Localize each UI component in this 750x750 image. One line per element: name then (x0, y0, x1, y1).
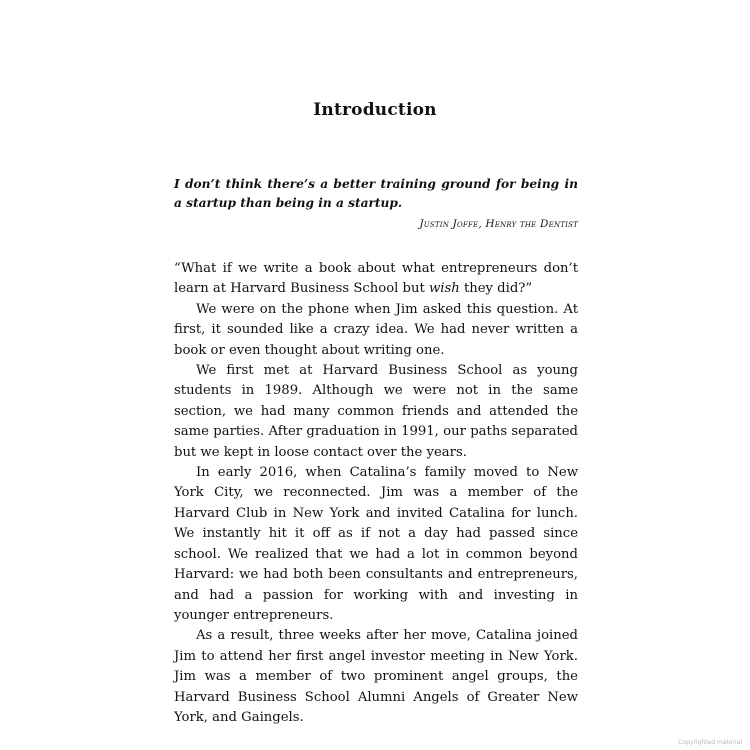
paragraph-3: We first met at Harvard Business School as young students in 1989. Although we were not in the same section, we had many common friends and attended the same parties. After graduation in 1991, our paths separated but we kept in loose contact over the years. (174, 363, 578, 460)
chapter-title: Introduction (313, 100, 437, 120)
paragraph-1-text-start: “What if we write a book about what entrepreneurs don’t learn at Harvard Business School but (174, 261, 578, 297)
epigraph-quote: I don’t think there’s a better training ground for being in a startup than being in a startup. (174, 177, 578, 210)
epigraph-attribution: Justin Joffe, Henry the Dentist (419, 218, 578, 230)
paragraph-5: As a result, three weeks after her move, Catalina joined Jim to attend her first angel investor meeting in New York. Jim was a member of two prominent angel groups, the Harvard Business School Alumni Angels of Greater New York, and Gaingels. (174, 628, 578, 725)
paragraph-1-emphasis: wish (428, 281, 460, 297)
body-text (174, 259, 578, 728)
paragraph-2: We were on the phone when Jim asked this question. At first, it sounded like a crazy idea. We had never written a book or even thought about writing one. (174, 301, 578, 358)
paragraph-4: In early 2016, when Catalina’s family moved to New York City, we reconnected. Jim was a member of the Harvard Club in New York and invited Catalina for lunch. We instantly hit it off as if not a day had passed since school. We realized that we had a lot in common beyond Harvard: we had both been consultants and entrepreneurs, and had a passion for working with and investing in younger entrepreneurs. (174, 465, 578, 623)
paragraph-1-text-end: they did?” (459, 281, 533, 297)
paragraph-1 (174, 259, 578, 300)
copyright-watermark: Copyrighted material (678, 739, 742, 746)
